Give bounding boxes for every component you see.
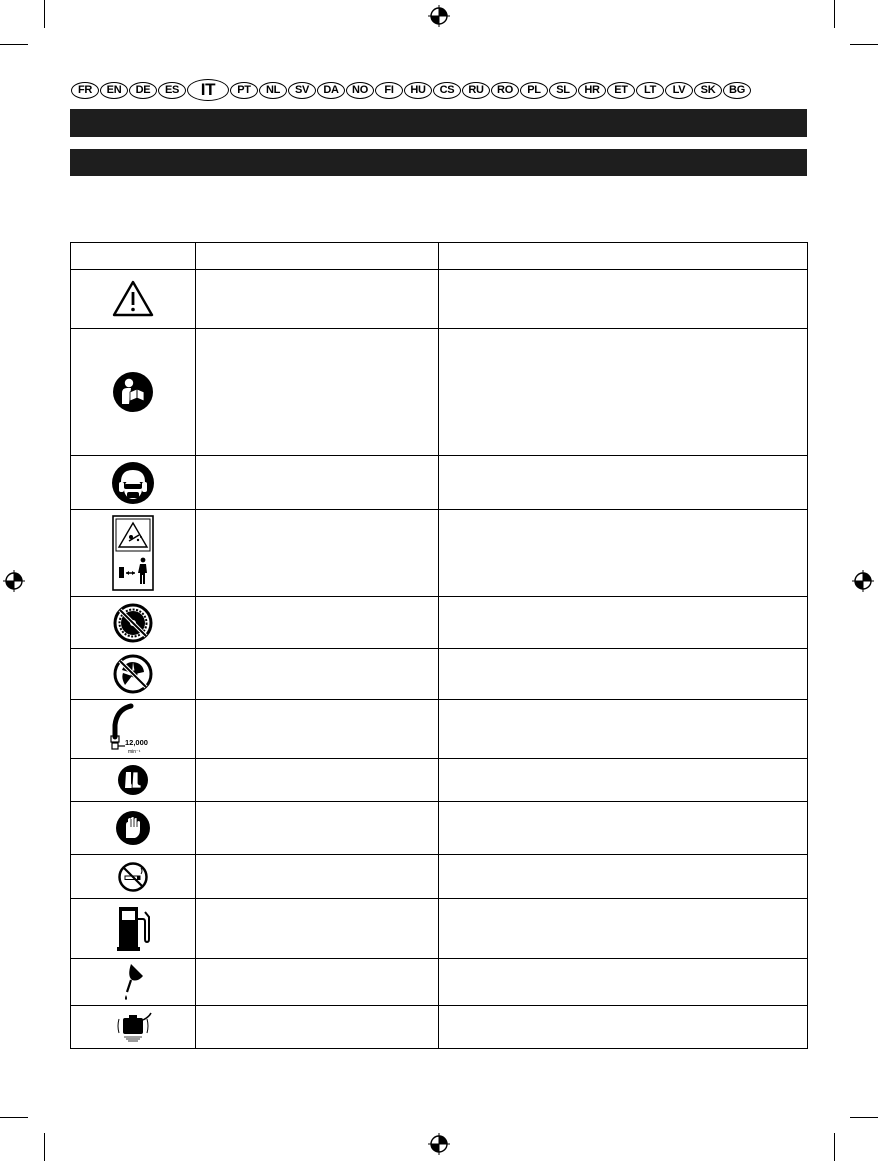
symbol-meaning-cell [439,329,808,456]
lang-tab-it-active[interactable]: IT [187,79,229,101]
column-header-name [196,243,439,270]
symbol-meaning-cell [439,456,808,510]
crop-mark [0,44,28,45]
registration-mark-icon [428,1133,450,1155]
lang-tab-de[interactable]: DE [129,82,157,99]
symbol-meaning-cell [439,510,808,597]
symbol-name-cell [196,510,439,597]
symbol-meaning-cell [439,802,808,855]
lang-tab-bg[interactable]: BG [723,82,751,99]
table-row [71,899,808,959]
crop-mark [44,0,45,28]
symbols-table [70,242,808,1049]
warning-triangle-icon [111,279,155,319]
symbol-name-cell [196,700,439,759]
lang-tab-ru[interactable]: RU [462,82,490,99]
symbol-name-cell [196,759,439,802]
table-row [71,649,808,700]
lang-tab-hu[interactable]: HU [404,82,432,99]
table-header-row [71,243,808,270]
table-row [71,855,808,899]
no-plastic-blade-icon [113,654,153,694]
crop-mark [834,0,835,28]
symbol-name-cell [196,1006,439,1049]
crop-mark [834,1133,835,1161]
symbol-name-cell [196,802,439,855]
max-speed-value: 12,000 [125,738,148,747]
read-manual-icon [112,371,154,413]
crop-mark [0,1117,28,1118]
symbol-meaning-cell [439,855,808,899]
symbol-meaning-cell [439,597,808,649]
thrown-objects-bystanders-icon [112,515,154,591]
crop-mark [850,44,878,45]
lang-tab-no[interactable]: NO [346,82,374,99]
symbol-name-cell [196,329,439,456]
lang-tab-hr[interactable]: HR [578,82,606,99]
section-heading-bar [70,109,807,137]
lang-tab-en[interactable]: EN [100,82,128,99]
table-row [71,329,808,456]
lang-tab-nl[interactable]: NL [259,82,287,99]
lang-tab-lv[interactable]: LV [665,82,693,99]
table-row [71,456,808,510]
lang-tab-pt[interactable]: PT [230,82,258,99]
symbol-meaning-cell [439,899,808,959]
column-header-symbol [71,243,196,270]
symbol-meaning-cell [439,270,808,329]
lang-tab-ro[interactable]: RO [491,82,519,99]
symbol-name-cell [196,899,439,959]
subsection-heading-bar [70,149,807,176]
table-row [71,597,808,649]
registration-mark-icon [852,570,874,592]
symbol-meaning-cell [439,700,808,759]
symbol-name-cell [196,270,439,329]
symbol-name-cell [196,855,439,899]
column-header-meaning [439,243,808,270]
crop-mark [850,1117,878,1118]
lang-tab-et[interactable]: ET [607,82,635,99]
language-selector [71,80,807,100]
symbol-name-cell [196,456,439,510]
fuel-pump-icon [116,905,150,953]
symbol-meaning-cell [439,759,808,802]
fuel-mix-container-icon [111,1011,155,1043]
lang-tab-sl[interactable]: SL [549,82,577,99]
crop-mark [44,1133,45,1161]
lang-tab-cs[interactable]: CS [433,82,461,99]
lang-tab-fr[interactable]: FR [71,82,99,99]
symbol-meaning-cell [439,649,808,700]
symbol-name-cell [196,959,439,1006]
lang-tab-fi[interactable]: FI [375,82,403,99]
table-row [71,510,808,597]
table-row [71,759,808,802]
protective-gloves-icon [115,810,151,846]
lang-tab-sv[interactable]: SV [288,82,316,99]
table-row [71,959,808,1006]
table-row [71,700,808,759]
lang-tab-lt[interactable]: LT [636,82,664,99]
symbol-meaning-cell [439,1006,808,1049]
lang-tab-pl[interactable]: PL [520,82,548,99]
max-speed-icon [105,703,161,755]
symbol-name-cell [196,597,439,649]
registration-mark-icon [428,5,450,27]
table-row [71,270,808,329]
table-row [71,1006,808,1049]
symbol-meaning-cell [439,959,808,1006]
table-row [71,802,808,855]
symbol-name-cell [196,649,439,700]
protective-boots-icon [117,764,149,796]
no-metal-blade-icon [113,603,153,643]
no-smoking-icon [117,861,149,893]
head-eye-ear-protection-icon [111,461,155,505]
max-speed-unit: min⁻¹ [128,749,141,755]
lang-tab-es[interactable]: ES [158,82,186,99]
oil-can-icon [120,962,146,1002]
lang-tab-da[interactable]: DA [317,82,345,99]
lang-tab-sk[interactable]: SK [694,82,722,99]
registration-mark-icon [3,570,25,592]
